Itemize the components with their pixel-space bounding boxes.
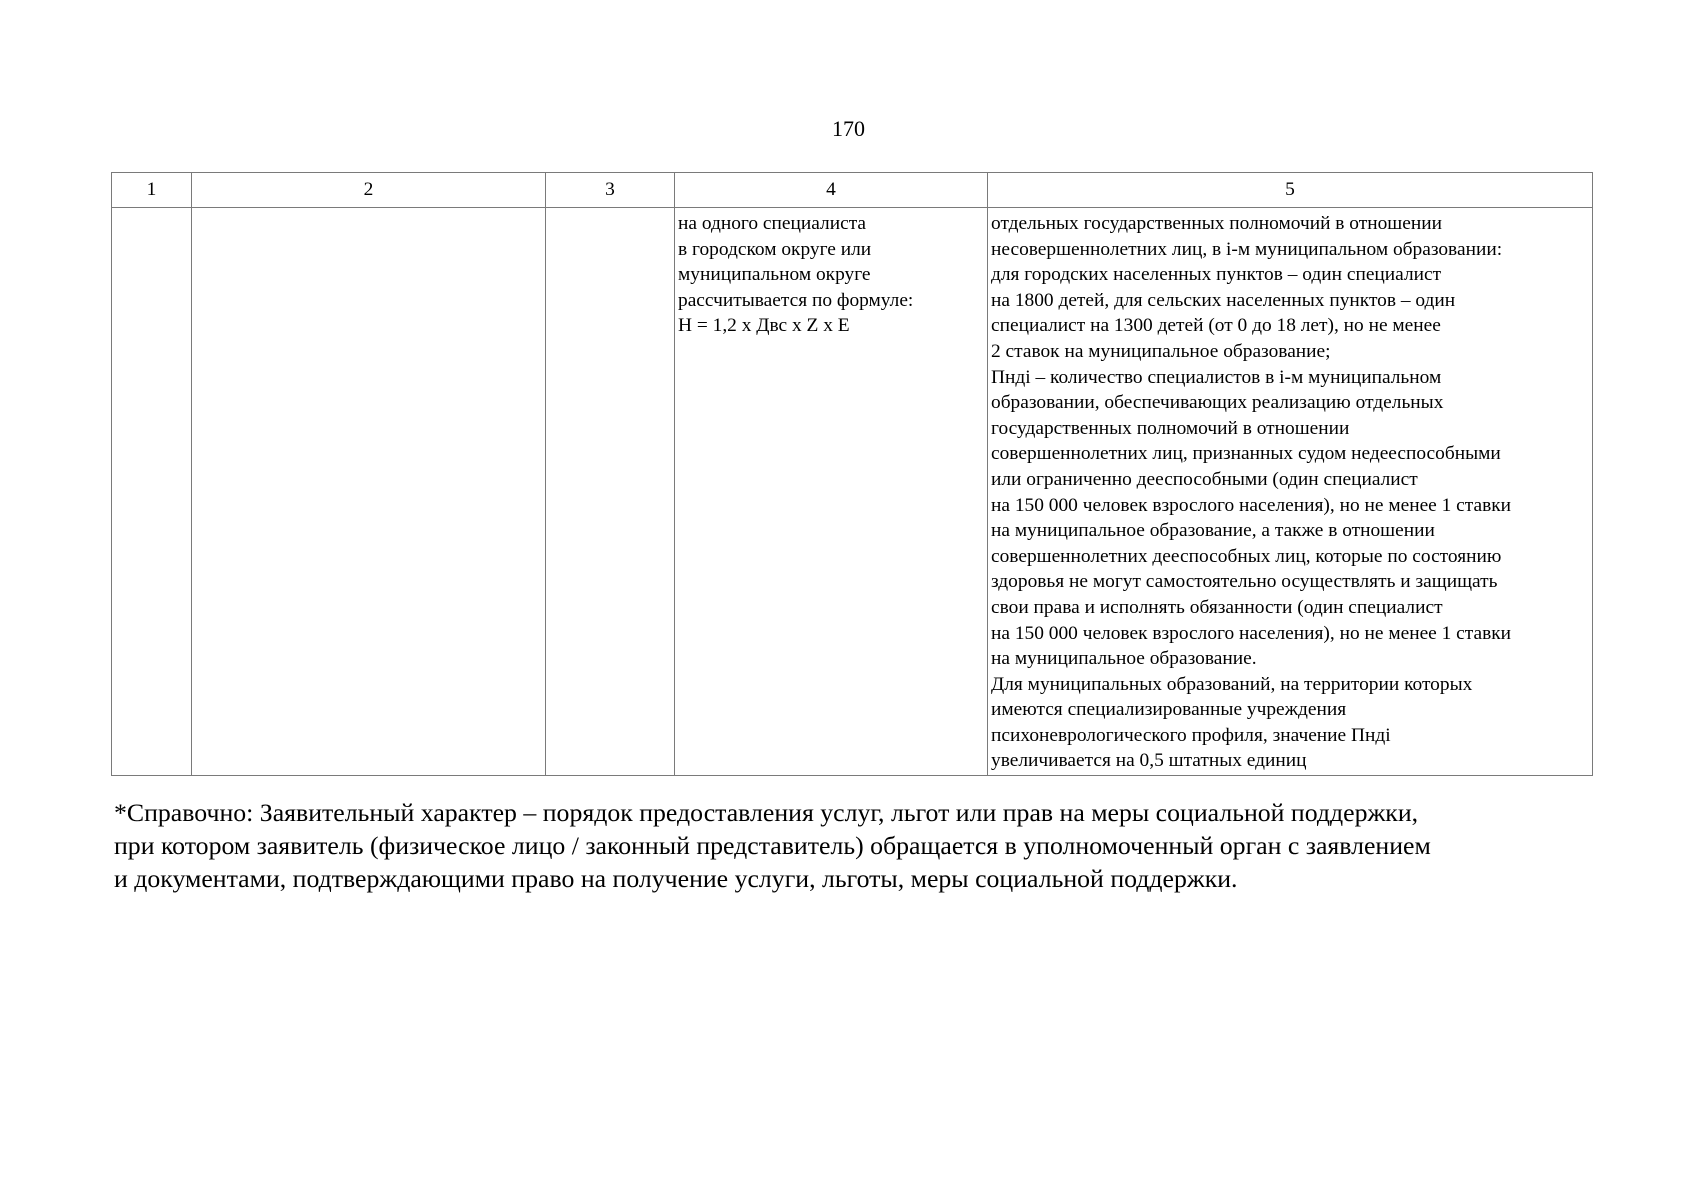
cell-col-2: [192, 208, 546, 776]
cell-col-4-text: на одного специалиста в городском округе или муниципальном округе рассчитывается по формуле: Н = 1,2 x Двс x Z x E: [678, 213, 914, 337]
column-header-2: 2: [192, 173, 546, 208]
cell-col-5: [988, 208, 1593, 776]
column-header-5: 5: [988, 173, 1593, 208]
cell-col-3: [546, 208, 675, 776]
cell-col-1: [112, 208, 192, 776]
table-row: [112, 208, 1593, 776]
footnote: *Справочно: Заявительный характер – порядок предоставления услуг, льгот или прав на меры социальной поддержки, при котором заявитель (физическое лицо / законный представитель) обращается в уполномоченный орган с заявлением и документами, подтверждающими право на получение услуги, льготы, меры социальной поддержки.: [114, 798, 1431, 893]
cell-col-4: [675, 208, 988, 776]
column-header-1: 1: [112, 173, 192, 208]
column-header-3: 3: [546, 173, 675, 208]
cell-col-2-text: [192, 208, 545, 211]
table-header-row: [112, 173, 1593, 208]
cell-col-1-text: [112, 208, 191, 211]
page-number: 170: [832, 116, 865, 141]
data-table: [111, 172, 1593, 776]
cell-col-5-text: отдельных государственных полномочий в отношении несовершеннолетних лиц, в i-м муниципальном образовании: для городских населенных пунктов – один специалист на 1800 детей, для сельских населенных пунктов – один специалист на 1300 детей (от 0 до 18 лет), но не менее 2 ставок на муниципальное образование; Пндi – количество специалистов в i-м муниципальном образовании, обеспечивающих реализацию отдельных государственных полномочий в отношении совершеннолетних лиц, признанных судом недееспособными или ограниченно дееспособными (один специалист на 150 000 человек взрослого населения), но не менее 1 ставки на муниципальное образование, а также в отношении совершеннолетних дееспособных лиц, которые по состоянию здоровья не могут самостоятельно осуществлять и защищать свои права и исполнять обязанности (один специалист на 150 000 человек взрослого населения), но не менее 1 ставки на муниципальное образование. Для муниципальных образований, на территории которых имеются специализированные учреждения психоневрологического профиля, значение Пндi увеличивается на 0,5 штатных единиц: [991, 213, 1512, 772]
table-header: [112, 173, 1593, 208]
table-body: [112, 208, 1593, 776]
cell-col-3-text: [546, 208, 674, 211]
column-header-4: 4: [675, 173, 988, 208]
